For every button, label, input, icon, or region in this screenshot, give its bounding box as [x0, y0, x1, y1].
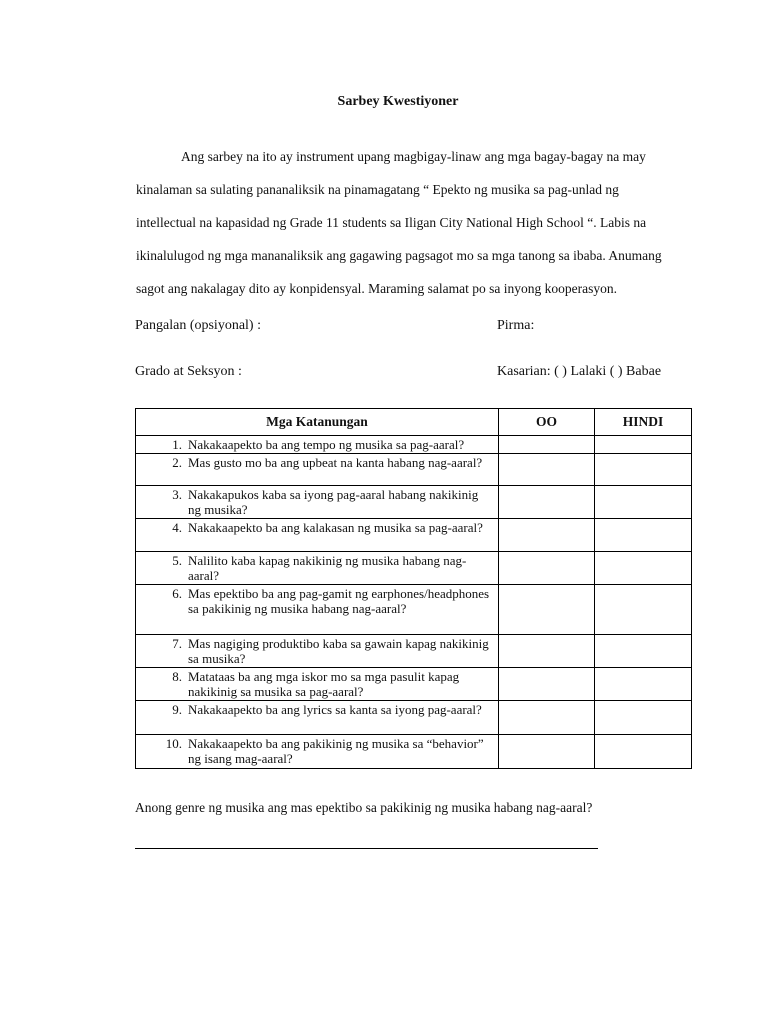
table-row [136, 486, 692, 519]
question-cell [136, 585, 499, 635]
answer-yes-cell[interactable] [499, 701, 595, 735]
header-no: HINDI [595, 409, 692, 436]
signature-field-label: Pirma: [497, 318, 535, 333]
answer-no-cell[interactable] [595, 519, 692, 552]
question-cell [136, 436, 499, 454]
answer-no-cell[interactable] [595, 585, 692, 635]
sex-field-label: Kasarian: ( ) Lalaki ( ) Babae [497, 364, 662, 379]
page-title: Sarbey Kwestiyoner [337, 94, 459, 109]
closing-question: Anong genre ng musika ang mas epektibo sa pakikinig ng musika habang nag-aaral? [135, 800, 593, 815]
question-number: 7. [172, 636, 182, 651]
answer-yes-cell[interactable] [499, 552, 595, 585]
answer-line[interactable] [135, 848, 598, 849]
question-text: Mas epektibo ba ang pag-gamit ng earphones/headphones sa pakikinig ng musika habang nag-aaral? [188, 586, 490, 616]
answer-yes-cell[interactable] [499, 436, 595, 454]
answer-no-cell[interactable] [595, 701, 692, 735]
answer-yes-cell[interactable] [499, 486, 595, 519]
answer-no-cell[interactable] [595, 486, 692, 519]
question-cell [136, 486, 499, 519]
question-number: 3. [172, 487, 182, 502]
answer-no-cell[interactable] [595, 735, 692, 769]
question-number: 10. [165, 736, 182, 751]
question-text: Nakakaapekto ba ang kalakasan ng musika sa pag-aaral? [188, 520, 483, 535]
question-text: Nakakaapekto ba ang tempo ng musika sa pag-aaral? [188, 437, 465, 452]
question-cell [136, 454, 499, 486]
table-row [136, 436, 692, 454]
question-number: 8. [172, 669, 182, 684]
table-row [136, 668, 692, 701]
questions-table [135, 408, 692, 769]
intro-paragraph: Ang sarbey na ito ay instrument upang magbigay-linaw ang mga bagay-bagay na may kinalaman sa sulating pananaliksik na pinamagatang “ Epekto ng musika sa pag-unlad ng intellectual na kapasidad ng Grade 11 students sa Iligan City National High School “. Labis na ikinalulugod ng mga mananaliksik ang gagawing pagsagot mo sa mga tanong sa ibaba. Anumang sagot ang nakalagay dito ay konpidensyal. Maraming salamat po sa inyong kooperasyon. [136, 149, 662, 296]
answer-yes-cell[interactable] [499, 635, 595, 668]
answer-yes-cell[interactable] [499, 668, 595, 701]
table-row [136, 735, 692, 769]
question-text: Mas gusto mo ba ang upbeat na kanta habang nag-aaral? [188, 455, 483, 470]
question-text: Nalilito kaba kapag nakikinig ng musika habang nag-aaral? [188, 553, 467, 583]
question-cell [136, 635, 499, 668]
table-header-row [136, 409, 692, 436]
answer-yes-cell[interactable] [499, 735, 595, 769]
answer-no-cell[interactable] [595, 552, 692, 585]
answer-no-cell[interactable] [595, 668, 692, 701]
answer-yes-cell[interactable] [499, 519, 595, 552]
question-cell [136, 668, 499, 701]
table-row [136, 635, 692, 668]
answer-no-cell[interactable] [595, 635, 692, 668]
table-row [136, 585, 692, 635]
answer-no-cell[interactable] [595, 454, 692, 486]
answer-yes-cell[interactable] [499, 454, 595, 486]
question-cell [136, 735, 499, 769]
question-cell [136, 552, 499, 585]
question-text: Nakakaapekto ba ang lyrics sa kanta sa iyong pag-aaral? [188, 702, 482, 717]
header-yes: OO [499, 409, 595, 436]
table-row [136, 701, 692, 735]
header-questions: Mga Katanungan [136, 409, 499, 436]
question-number: 4. [172, 520, 182, 535]
question-number: 1. [172, 437, 182, 452]
question-number: 9. [172, 702, 182, 717]
question-cell [136, 519, 499, 552]
name-field-label: Pangalan (opsiyonal) : [135, 318, 261, 333]
grade-section-field-label: Grado at Seksyon : [135, 364, 242, 379]
questions-table-body [136, 436, 692, 769]
answer-yes-cell[interactable] [499, 585, 595, 635]
question-number: 5. [172, 553, 182, 568]
question-number: 6. [172, 586, 182, 601]
question-text: Nakakapukos kaba sa iyong pag-aaral habang nakikinig ng musika? [188, 487, 479, 517]
answer-no-cell[interactable] [595, 436, 692, 454]
question-number: 2. [172, 455, 182, 470]
table-row [136, 454, 692, 486]
question-text: Mas nagiging produktibo kaba sa gawain kapag nakikinig sa musika? [188, 636, 489, 666]
table-row [136, 552, 692, 585]
table-row [136, 519, 692, 552]
question-cell [136, 701, 499, 735]
question-text: Matataas ba ang mga iskor mo sa mga pasulit kapag nakikinig sa musika sa pag-aaral? [188, 669, 460, 699]
question-text: Nakakaapekto ba ang pakikinig ng musika sa “behavior” ng isang mag-aaral? [188, 736, 484, 766]
